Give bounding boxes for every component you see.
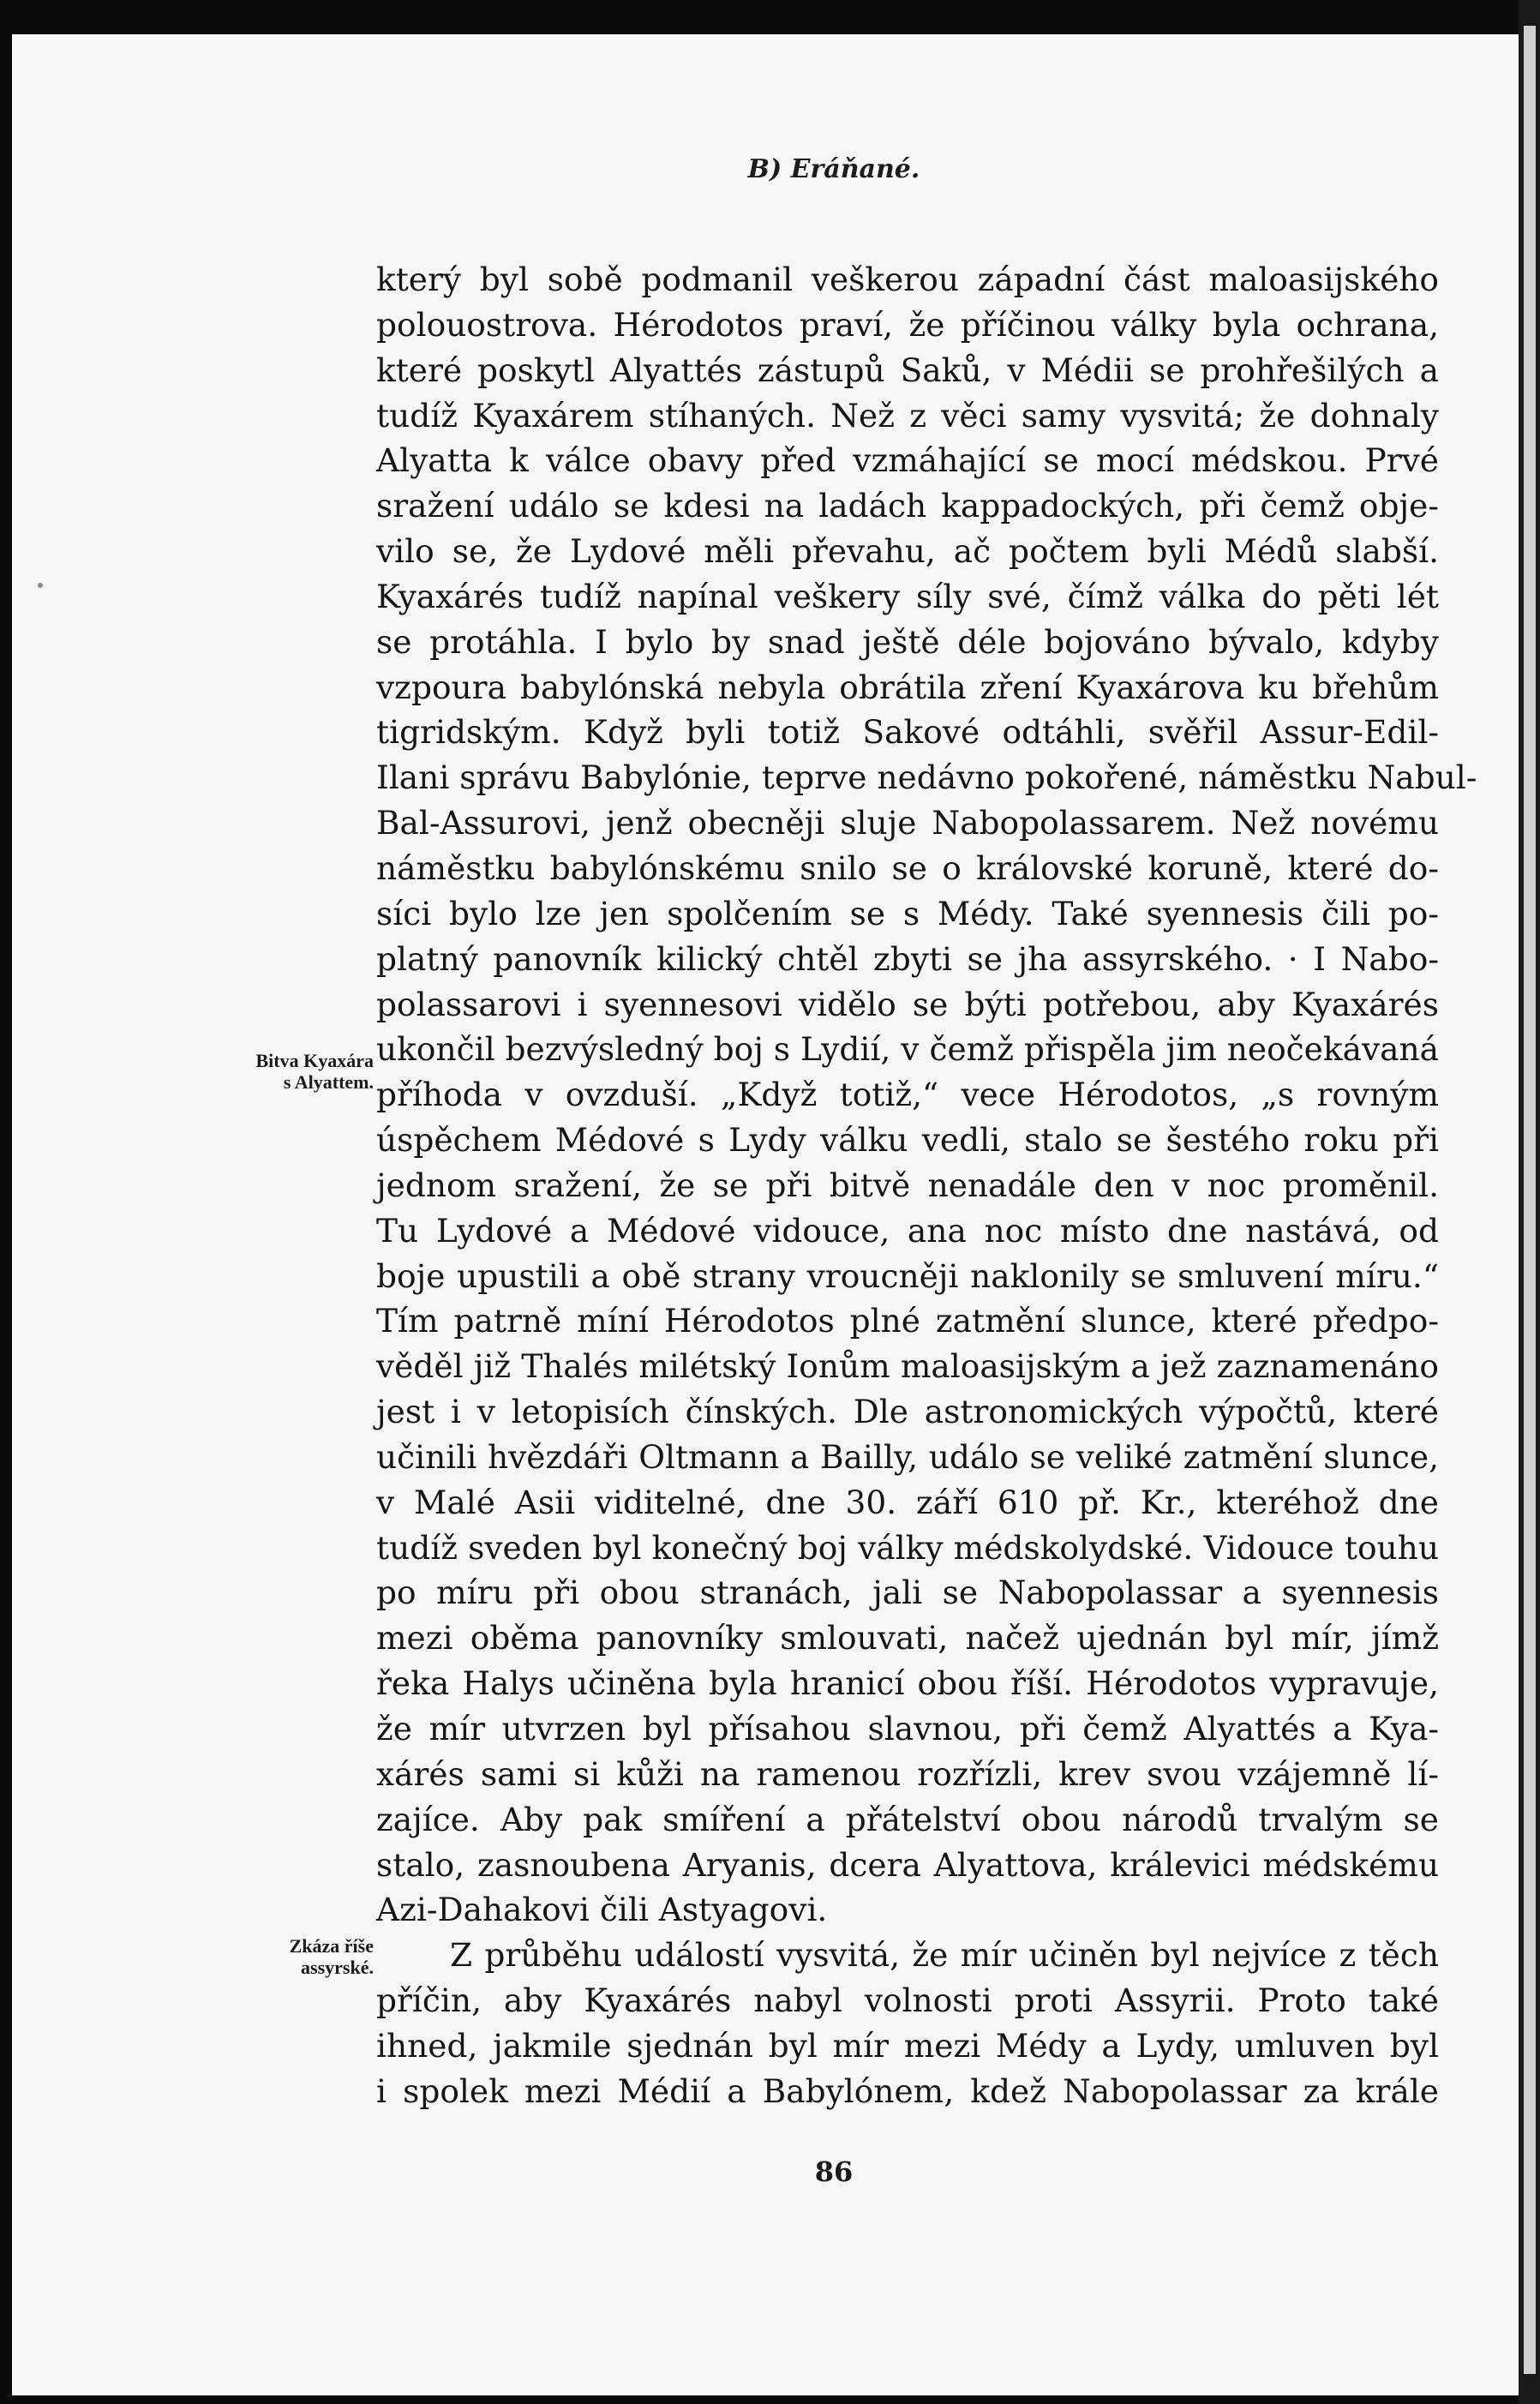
text-line: i spolek mezi Médií a Babylónem, kdež Nabopolassar za krále <box>376 2071 1439 2110</box>
scan-edge-strip <box>1524 26 1536 2374</box>
text-line: po míru při obou stranách, jali se Nabopolassar a syennesis <box>376 1574 1439 1612</box>
text-line-paragraph-start: Z průběhu událostí vysvitá, že mír učiněn byl nejvíce z těch <box>450 1936 1439 1975</box>
text-line: Bal-Assurovi, jenž obecněji sluje Nabopolassarem. Než novému <box>376 804 1439 842</box>
text-line: síci bylo lze jen spolčením se s Médy. Také syennesis čili po- <box>376 894 1439 932</box>
margin-note-line: Zkáza říše <box>289 1935 374 1957</box>
text-line: náměstku babylónskému snilo se o královské koruně, které do- <box>376 848 1439 887</box>
text-line: tigridským. Když byli totiž Sakové odtáhli, svěřil Assur-Edil- <box>376 713 1439 752</box>
text-line: které poskytl Alyattés zástupů Saků, v Médii se prohřešilých a <box>376 351 1439 389</box>
text-line: vzpoura babylónská nebyla obrátila zření Kyaxárova ku břehům <box>376 668 1439 706</box>
text-line: stalo, zasnoubena Aryanis, dcera Alyattova, králevici médskému <box>376 1845 1439 1884</box>
text-line: věděl již Thalés milétský Ionům maloasijským a jež zaznamenáno <box>376 1347 1439 1386</box>
text-line: ukončil bezvýsledný boj s Lydií, v čemž přispěla jim neočekávaná <box>376 1030 1439 1069</box>
text-line: učinili hvězdáři Oltmann a Bailly, událo se veliké zatmění slunce, <box>376 1437 1439 1476</box>
text-line: tudíž Kyaxárem stíhaných. Než z věci samy vysvitá; že dohnaly <box>376 396 1439 435</box>
text-line: příčin, aby Kyaxárés nabyl volnosti proti Assyrii. Proto také <box>376 1981 1439 2020</box>
text-line: sražení událo se kdesi na ladách kappadockých, při čemž obje- <box>376 487 1439 525</box>
body-text <box>376 257 1477 2114</box>
page-number: 86 <box>814 2155 854 2188</box>
text-line: tudíž sveden byl konečný boj války médskolydské. Vidouce touhu <box>376 1528 1439 1567</box>
text-line: příhoda v ovzduší. „Když totiž,“ vece Hérodotos, „s rovným <box>376 1076 1439 1114</box>
text-line: jest i v letopisích čínských. Dle astronomických výpočtů, které <box>376 1393 1439 1431</box>
margin-note-line: s Alyattem. <box>283 1071 374 1093</box>
margin-note-battle <box>183 1050 374 1093</box>
text-line: zajíce. Aby pak smíření a přátelství obou národů trvalým se <box>376 1800 1439 1838</box>
text-line: vilo se, že Lydové měli převahu, ač počtem byli Médů slabší. <box>376 532 1439 571</box>
text-line: ihned, jakmile sjednán byl mír mezi Médy a Lydy, umluven byl <box>376 2026 1439 2065</box>
scan-edge <box>1519 0 1540 2404</box>
text-line: mezi oběma panovníky smlouvati, načež ujednán byl mír, jímž <box>376 1619 1439 1658</box>
text-line: Ilani správu Babylónie, teprve nedávno pokořené, náměstku Nabul- <box>376 758 1477 797</box>
text-line: jednom sražení, že se při bitvě nenadále den v noc proměnil. <box>376 1166 1439 1204</box>
text-line: v Malé Asii viditelné, dne 30. září 610 př. Kr., kteréhož dne <box>376 1483 1439 1521</box>
text-line: se protáhla. I bylo by snad ještě déle bojováno bývalo, kdyby <box>376 622 1439 661</box>
text-line: úspěchem Médové s Lydy válku vedli, stalo se šestého roku při <box>376 1121 1439 1160</box>
text-line: Azi-Dahakovi čili Astyagovi. <box>376 1891 828 1929</box>
margin-note-line: Bitva Kyaxára <box>255 1050 374 1071</box>
text-line: Tím patrně míní Hérodotos plné zatmění slunce, které předpo- <box>376 1302 1439 1340</box>
margin-note-fall <box>183 1935 374 1978</box>
text-line: boje upustili a obě strany vroucněji naklonily se smluvení míru.“ <box>376 1256 1439 1295</box>
text-line: xárés sami si kůži na ramenou rozřízli, krev svou vzájemně lí- <box>376 1754 1439 1793</box>
text-line: že mír utvrzen byl přísahou slavnou, při čemž Alyattés a Kya- <box>376 1710 1439 1748</box>
text-line: polassarovi i syennesovi vidělo se býti potřebou, aby Kyaxárés <box>376 985 1439 1023</box>
running-head: B) Eráňané. <box>747 154 920 184</box>
text-line: Tu Lydové a Médové vidouce, ana noc místo dne nastává, od <box>376 1211 1439 1250</box>
text-line: Alyatta k válce obavy před vzmáhající se mocí médskou. Prvé <box>376 441 1439 480</box>
text-line: který byl sobě podmanil veškerou západní část maloasijského <box>376 261 1439 298</box>
text-line: Kyaxárés tudíž napínal veškery síly své, čímž válka do pěti lét <box>376 577 1439 615</box>
text-line: řeka Halys učiněna byla hranicí obou říší. Hérodotos vypravuje, <box>376 1664 1439 1703</box>
text-line: polouostrova. Hérodotos praví, že příčinou války byla ochrana, <box>376 305 1439 344</box>
scan-speck <box>38 583 43 588</box>
book-page <box>12 34 1519 2395</box>
text-line: platný panovník kilický chtěl zbyti se jha assyrského. · I Nabo- <box>376 939 1439 978</box>
margin-note-line: assyrské. <box>301 1957 374 1978</box>
